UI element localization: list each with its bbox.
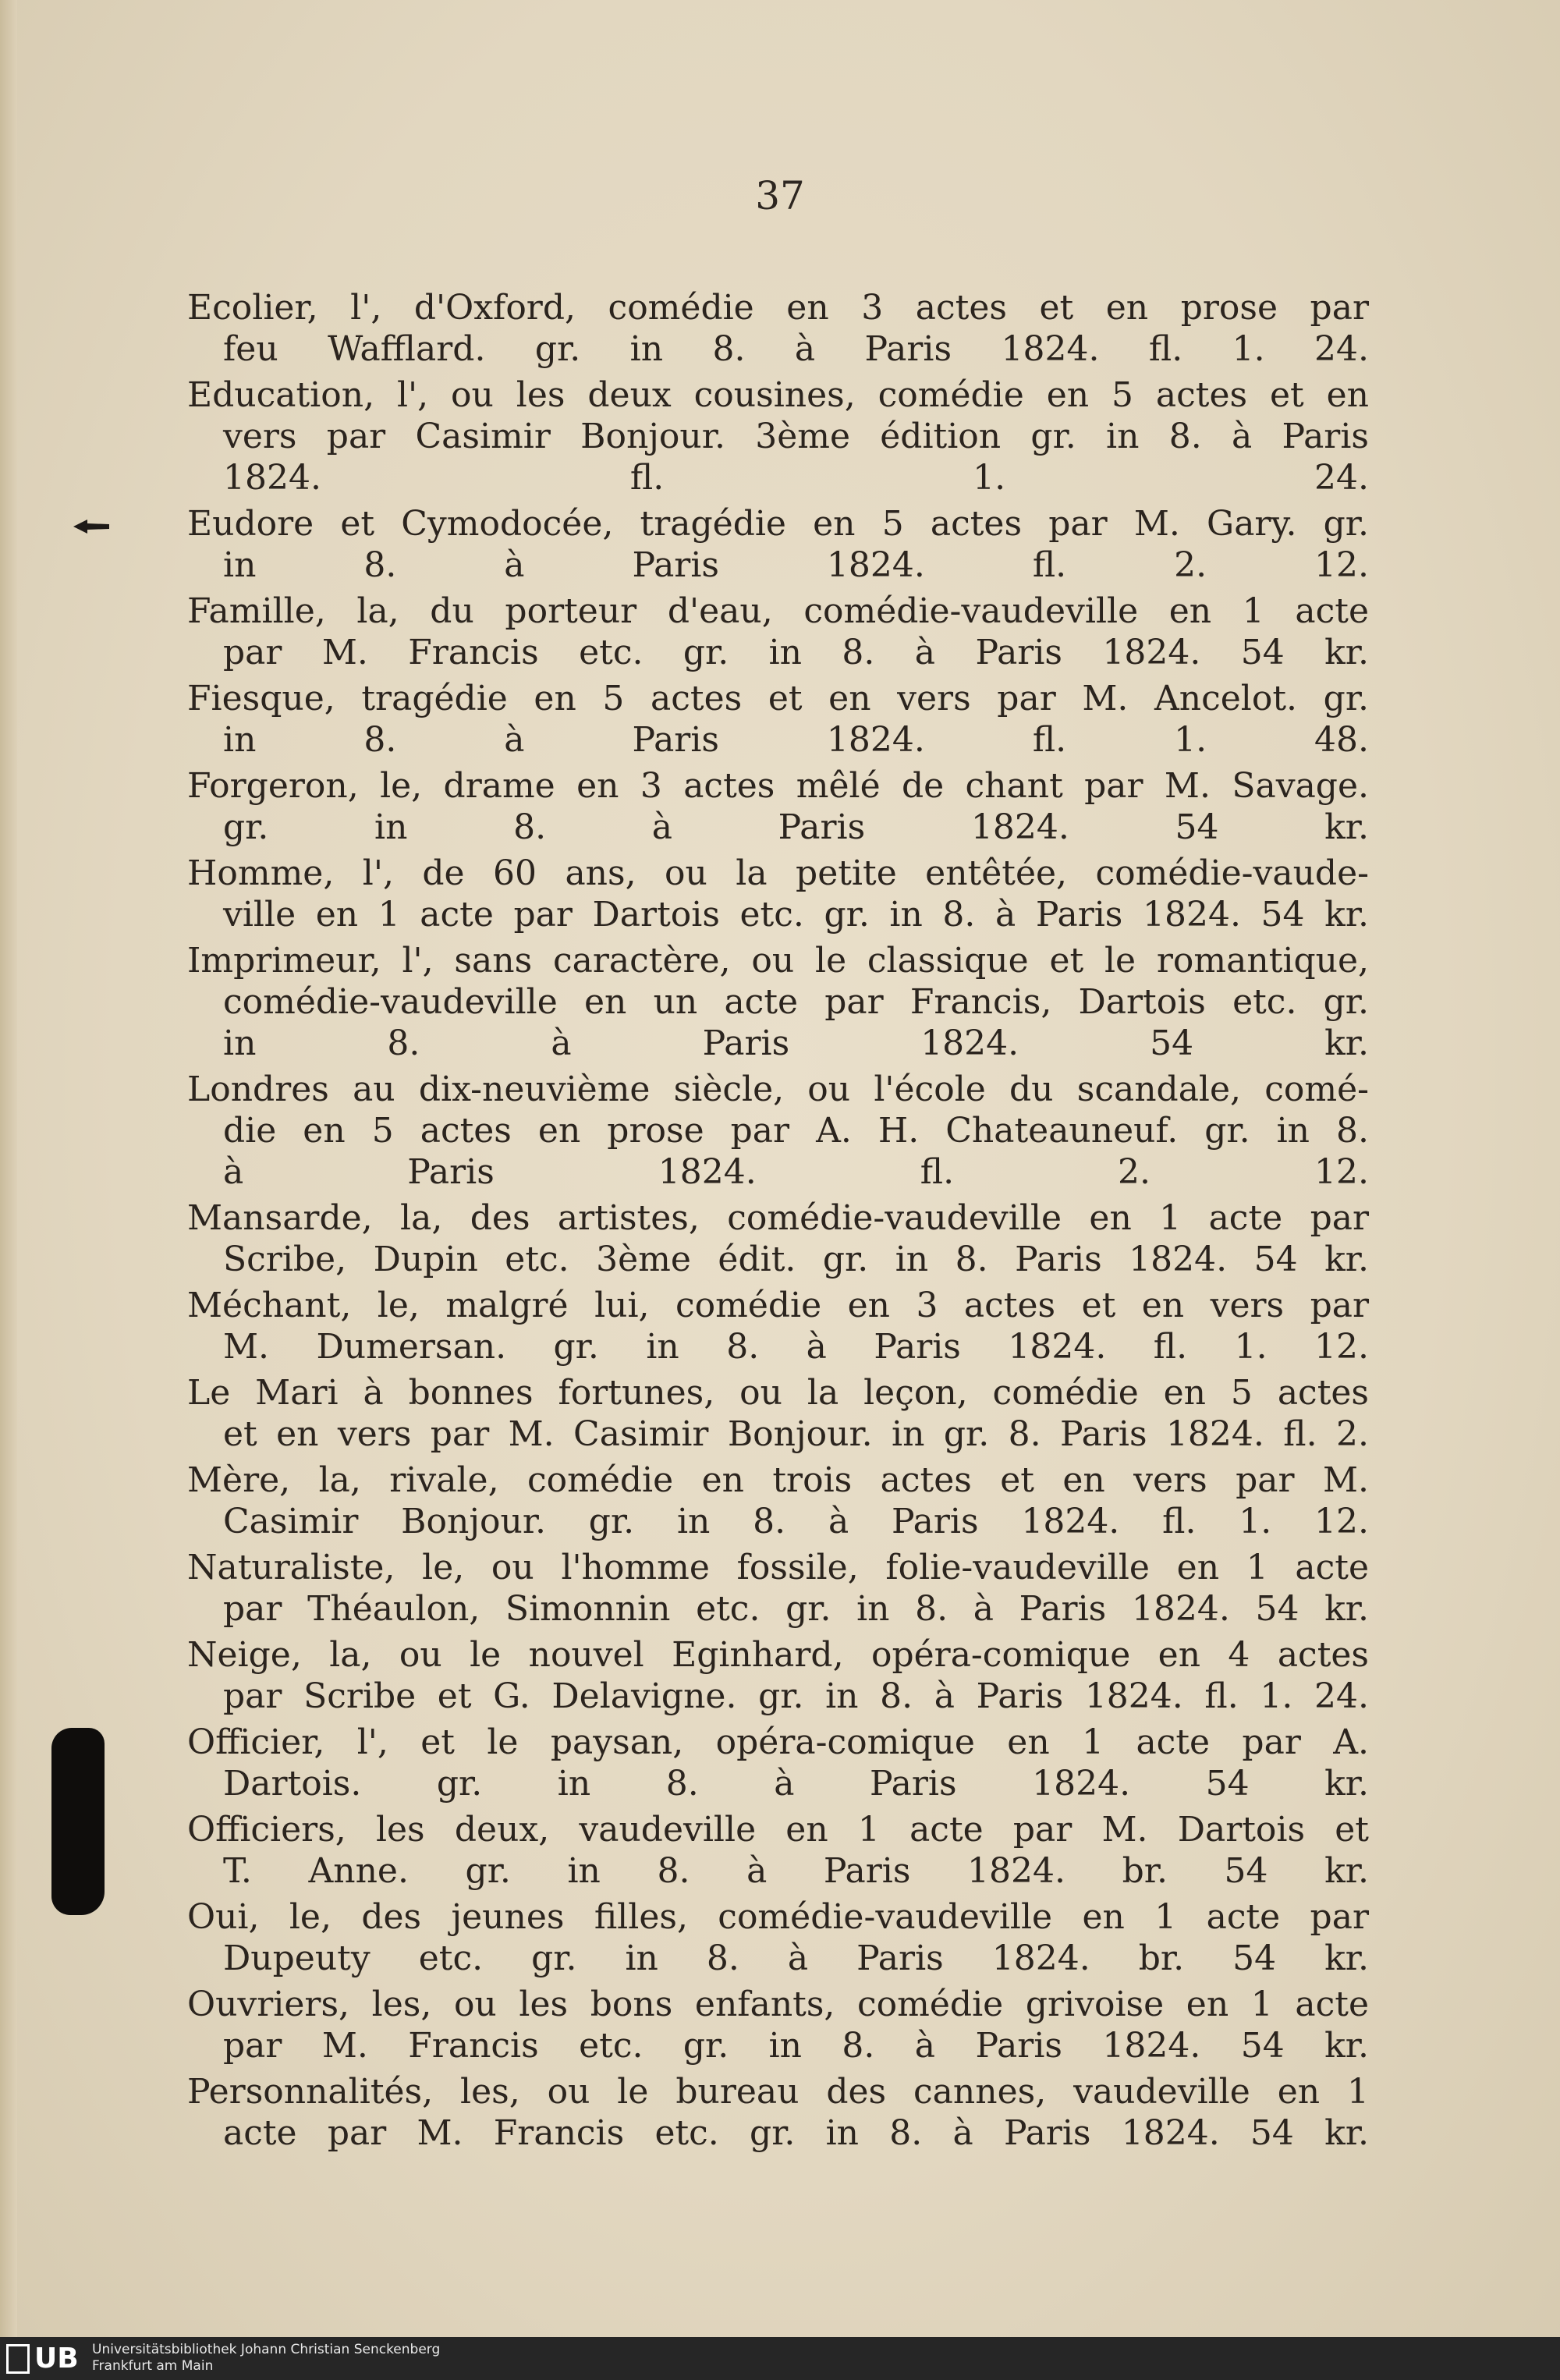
logo-box-icon: [6, 2344, 30, 2374]
entry-continuation-line: in 8. à Paris 1824. fl. 1. 48.: [223, 720, 1369, 760]
entry-continuation-line: M. Dumersan. gr. in 8. à Paris 1824. fl. 1. 12.: [223, 1327, 1369, 1367]
library-logo: [6, 2342, 81, 2375]
catalog-entry: [187, 591, 1369, 673]
entry-title-line: Ouvriers, les, ou les bons enfants, comédie grivoise en 1 acte: [187, 1985, 1369, 2024]
entry-continuation-line: par Théaulon, Simonnin etc. gr. in 8. à Paris 1824. 54 kr.: [223, 1589, 1369, 1629]
entry-title-line: Forgeron, le, drame en 3 actes mêlé de chant par M. Savage.: [187, 766, 1369, 806]
entry-continuation-line: in 8. à Paris 1824. 54 kr.: [223, 1023, 1369, 1063]
entry-continuation-line: par M. Francis etc. gr. in 8. à Paris 1824. 54 kr.: [223, 633, 1369, 672]
entry-continuation-line: feu Wafflard. gr. in 8. à Paris 1824. fl. 1. 24.: [223, 329, 1369, 369]
entry-continuation-line: Dupeuty etc. gr. in 8. à Paris 1824. br. 54 kr.: [223, 1938, 1369, 1978]
catalog-entry: [187, 503, 1369, 586]
entry-title-line: Mère, la, rivale, comédie en trois actes et en vers par M.: [187, 1460, 1369, 1500]
catalog-entries: [187, 287, 1369, 2158]
institution-line-2: Frankfurt am Main: [92, 2358, 214, 2374]
entry-continuation-line: vers par Casimir Bonjour. 3ème édition gr. in 8. à Paris: [223, 417, 1369, 456]
entry-title-line: Personnalités, les, ou le bureau des cannes, vaudeville en 1: [187, 2072, 1369, 2112]
entry-title-line: Oui, le, des jeunes filles, comédie-vaudeville en 1 acte par: [187, 1897, 1369, 1937]
entry-title-line: Fiesque, tragédie en 5 actes et en vers par M. Ancelot. gr.: [187, 679, 1369, 718]
institution-name: [92, 2342, 440, 2375]
catalog-entry: [187, 1069, 1369, 1193]
entry-continuation-line: acte par M. Francis etc. gr. in 8. à Paris 1824. 54 kr.: [223, 2113, 1369, 2153]
catalog-entry: [187, 1460, 1369, 1542]
catalog-entry: [187, 1809, 1369, 1892]
entry-continuation-line: gr. in 8. à Paris 1824. 54 kr.: [223, 807, 1369, 847]
catalog-entry: [187, 940, 1369, 1064]
entry-continuation-line: Dartois. gr. in 8. à Paris 1824. 54 kr.: [223, 1764, 1369, 1804]
catalog-entry: [187, 2071, 1369, 2154]
catalog-entry: [187, 287, 1369, 370]
catalog-entry: [187, 853, 1369, 935]
catalog-entry: [187, 765, 1369, 848]
catalog-entry: [187, 1197, 1369, 1280]
entry-continuation-line: 1824. fl. 1. 24.: [223, 458, 1369, 498]
entry-title-line: Mansarde, la, des artistes, comédie-vaudeville en 1 acte par: [187, 1198, 1369, 1238]
catalog-entry: [187, 1984, 1369, 2066]
entry-title-line: Neige, la, ou le nouvel Eginhard, opéra-comique en 4 actes: [187, 1635, 1369, 1675]
entry-continuation-line: et en vers par M. Casimir Bonjour. in gr. 8. Paris 1824. fl. 2.: [223, 1414, 1369, 1454]
catalog-entry: [187, 678, 1369, 761]
entry-continuation-line: die en 5 actes en prose par A. H. Chateauneuf. gr. in 8.: [223, 1111, 1369, 1151]
catalog-entry: [187, 1722, 1369, 1804]
entry-continuation-line: T. Anne. gr. in 8. à Paris 1824. br. 54 kr.: [223, 1851, 1369, 1891]
entry-title-line: Londres au dix-neuvième siècle, ou l'école du scandale, comé-: [187, 1069, 1369, 1109]
catalog-entry: [187, 374, 1369, 498]
page-left-edge: [0, 0, 17, 2380]
entry-continuation-line: ville en 1 acte par Dartois etc. gr. in 8. à Paris 1824. 54 kr.: [223, 895, 1369, 935]
entry-title-line: Homme, l', de 60 ans, ou la petite entêtée, comédie-vaude-: [187, 853, 1369, 893]
entry-continuation-line: in 8. à Paris 1824. fl. 2. 12.: [223, 545, 1369, 585]
entry-title-line: Imprimeur, l', sans caractère, ou le classique et le romantique,: [187, 941, 1369, 981]
entry-title-line: Ecolier, l', d'Oxford, comédie en 3 actes et en prose par: [187, 288, 1369, 328]
pointing-hand-icon: [72, 516, 111, 537]
page-number: 37: [755, 173, 805, 218]
catalog-entry: [187, 1285, 1369, 1367]
entry-title-line: Naturaliste, le, ou l'homme fossile, folie-vaudeville en 1 acte: [187, 1548, 1369, 1587]
catalog-entry: [187, 1896, 1369, 1979]
entry-title-line: Famille, la, du porteur d'eau, comédie-vaudeville en 1 acte: [187, 591, 1369, 631]
entry-title-line: Eudore et Cymodocée, tragédie en 5 actes par M. Gary. gr.: [187, 504, 1369, 544]
logo-text: UB: [34, 2343, 79, 2375]
entry-continuation-line: par M. Francis etc. gr. in 8. à Paris 1824. 54 kr.: [223, 2026, 1369, 2066]
entry-continuation-line: à Paris 1824. fl. 2. 12.: [223, 1152, 1369, 1192]
entry-title-line: Le Mari à bonnes fortunes, ou la leçon, comédie en 5 actes: [187, 1373, 1369, 1413]
catalog-entry: [187, 1634, 1369, 1717]
entry-title-line: Méchant, le, malgré lui, comédie en 3 actes et en vers par: [187, 1286, 1369, 1325]
catalog-entry: [187, 1547, 1369, 1630]
entry-title-line: Officiers, les deux, vaudeville en 1 acte par M. Dartois et: [187, 1810, 1369, 1850]
catalog-entry: [187, 1372, 1369, 1455]
entry-title-line: Education, l', ou les deux cousines, comédie en 5 actes et en: [187, 375, 1369, 415]
entry-continuation-line: par Scribe et G. Delavigne. gr. in 8. à Paris 1824. fl. 1. 24.: [223, 1676, 1369, 1716]
entry-title-line: Officier, l', et le paysan, opéra-comique en 1 acte par A.: [187, 1722, 1369, 1762]
entry-continuation-line: Scribe, Dupin etc. 3ème édit. gr. in 8. Paris 1824. 54 kr.: [223, 1240, 1369, 1279]
institution-line-1: Universitätsbibliothek Johann Christian Senckenberg: [92, 2342, 441, 2357]
entry-continuation-line: Casimir Bonjour. gr. in 8. à Paris 1824. fl. 1. 12.: [223, 1502, 1369, 1541]
entry-continuation-line: comédie-vaudeville en un acte par Francis, Dartois etc. gr.: [223, 982, 1369, 1022]
bookmark-tab: [51, 1728, 105, 1915]
library-footer: [0, 2337, 1560, 2380]
